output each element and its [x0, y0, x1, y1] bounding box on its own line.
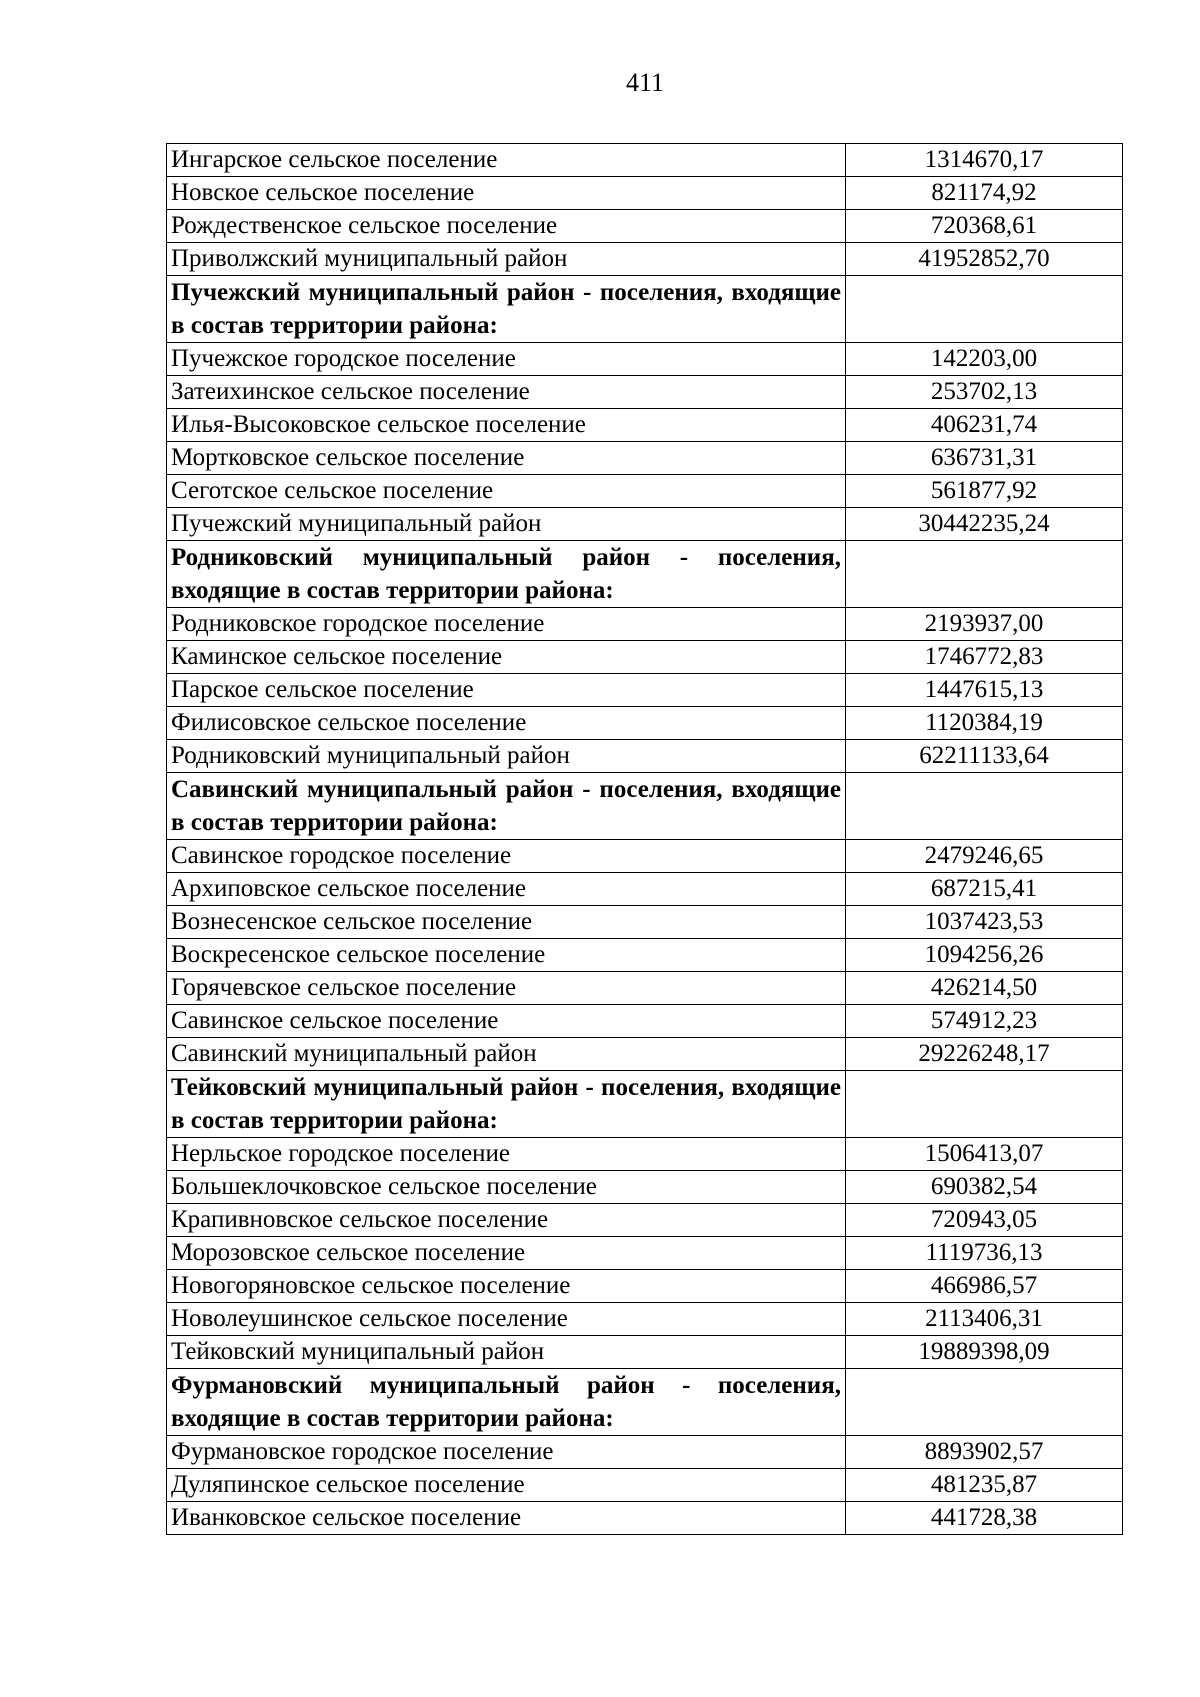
table-row: [167, 343, 1123, 376]
amount-cell: 1447615,13: [846, 674, 1123, 707]
settlement-name-cell: Фурмановское городское поселение: [167, 1436, 846, 1469]
settlement-name-cell: Сеготское сельское поселение: [167, 475, 846, 508]
table-row: [167, 740, 1123, 773]
table-row: [167, 1303, 1123, 1336]
amount-cell: 1506413,07: [846, 1138, 1123, 1171]
settlement-name-cell: Рождественское сельское поселение: [167, 210, 846, 243]
settlement-name-cell: Ингарское сельское поселение: [167, 144, 846, 177]
amount-cell: 406231,74: [846, 409, 1123, 442]
settlement-name-cell: Нерльское городское поселение: [167, 1138, 846, 1171]
amount-cell: 62211133,64: [846, 740, 1123, 773]
settlement-name-cell: Морозовское сельское поселение: [167, 1237, 846, 1270]
table-row: [167, 641, 1123, 674]
settlement-name-cell: Родниковское городское поселение: [167, 608, 846, 641]
amount-cell: 1746772,83: [846, 641, 1123, 674]
district-header-cell: Родниковский муниципальный район - поселения, входящие в состав территории района:: [167, 541, 846, 608]
settlement-name-cell: Савинское городское поселение: [167, 840, 846, 873]
amount-cell: 561877,92: [846, 475, 1123, 508]
amount-cell: 19889398,09: [846, 1336, 1123, 1369]
settlement-name-cell: Иванковское сельское поселение: [167, 1502, 846, 1535]
settlement-name-cell: Каминское сельское поселение: [167, 641, 846, 674]
amount-cell: 2193937,00: [846, 608, 1123, 641]
amount-cell: 481235,87: [846, 1469, 1123, 1502]
table-row: [167, 1336, 1123, 1369]
district-header-row: [167, 773, 1123, 840]
table-row: [167, 177, 1123, 210]
settlement-name-cell: Затеихинское сельское поселение: [167, 376, 846, 409]
settlement-name-cell: Родниковский муниципальный район: [167, 740, 846, 773]
district-header-row: [167, 541, 1123, 608]
settlement-name-cell: Тейковский муниципальный район: [167, 1336, 846, 1369]
table-row: [167, 144, 1123, 177]
table-row: [167, 873, 1123, 906]
amount-cell: 466986,57: [846, 1270, 1123, 1303]
amount-cell: 2479246,65: [846, 840, 1123, 873]
amount-cell: 253702,13: [846, 376, 1123, 409]
district-header-cell: Пучежский муниципальный район - поселения, входящие в состав территории района:: [167, 276, 846, 343]
settlement-name-cell: Дуляпинское сельское поселение: [167, 1469, 846, 1502]
table-row: [167, 1138, 1123, 1171]
table-row: [167, 674, 1123, 707]
district-header-row: [167, 1071, 1123, 1138]
table-row: [167, 442, 1123, 475]
amount-cell: 636731,31: [846, 442, 1123, 475]
district-header-cell: Тейковский муниципальный район - поселения, входящие в состав территории района:: [167, 1071, 846, 1138]
amount-cell: 1037423,53: [846, 906, 1123, 939]
settlement-name-cell: Вознесенское сельское поселение: [167, 906, 846, 939]
settlement-name-cell: Парское сельское поселение: [167, 674, 846, 707]
amount-cell: [846, 1369, 1123, 1436]
amount-cell: 1094256,26: [846, 939, 1123, 972]
settlement-name-cell: Приволжский муниципальный район: [167, 243, 846, 276]
table-row: [167, 1005, 1123, 1038]
table-row: [167, 475, 1123, 508]
settlement-name-cell: Новогоряновское сельское поселение: [167, 1270, 846, 1303]
table-row: [167, 1270, 1123, 1303]
amount-cell: 441728,38: [846, 1502, 1123, 1535]
settlement-name-cell: Пучежский муниципальный район: [167, 508, 846, 541]
amount-cell: 1314670,17: [846, 144, 1123, 177]
amount-cell: 426214,50: [846, 972, 1123, 1005]
table-row: [167, 1237, 1123, 1270]
amount-cell: [846, 276, 1123, 343]
district-header-cell: Савинский муниципальный район - поселения, входящие в состав территории района:: [167, 773, 846, 840]
settlement-name-cell: Большеклочковское сельское поселение: [167, 1171, 846, 1204]
table-row: [167, 1502, 1123, 1535]
settlement-name-cell: Крапивновское сельское поселение: [167, 1204, 846, 1237]
amount-cell: 720943,05: [846, 1204, 1123, 1237]
table-row: [167, 409, 1123, 442]
settlement-name-cell: Горячевское сельское поселение: [167, 972, 846, 1005]
table-row: [167, 1469, 1123, 1502]
settlement-name-cell: Филисовское сельское поселение: [167, 707, 846, 740]
settlement-name-cell: Новское сельское поселение: [167, 177, 846, 210]
amount-cell: 142203,00: [846, 343, 1123, 376]
table-row: [167, 1038, 1123, 1071]
amount-cell: 29226248,17: [846, 1038, 1123, 1071]
settlement-name-cell: Пучежское городское поселение: [167, 343, 846, 376]
table-row: [167, 939, 1123, 972]
district-header-cell: Фурмановский муниципальный район - поселения, входящие в состав территории района:: [167, 1369, 846, 1436]
amount-cell: 41952852,70: [846, 243, 1123, 276]
settlement-name-cell: Илья-Высоковское сельское поселение: [167, 409, 846, 442]
table-row: [167, 906, 1123, 939]
table-row: [167, 508, 1123, 541]
table-row: [167, 210, 1123, 243]
district-header-row: [167, 276, 1123, 343]
table-row: [167, 1436, 1123, 1469]
amount-cell: 720368,61: [846, 210, 1123, 243]
settlements-table: [166, 143, 1123, 1535]
settlement-name-cell: Архиповское сельское поселение: [167, 873, 846, 906]
settlement-name-cell: Новолеушинское сельское поселение: [167, 1303, 846, 1336]
settlement-name-cell: Воскресенское сельское поселение: [167, 939, 846, 972]
amount-cell: 2113406,31: [846, 1303, 1123, 1336]
amount-cell: 687215,41: [846, 873, 1123, 906]
amount-cell: [846, 1071, 1123, 1138]
amount-cell: 690382,54: [846, 1171, 1123, 1204]
settlement-name-cell: Мортковское сельское поселение: [167, 442, 846, 475]
settlement-name-cell: Савинское сельское поселение: [167, 1005, 846, 1038]
amount-cell: [846, 541, 1123, 608]
table-row: [167, 707, 1123, 740]
table-row: [167, 243, 1123, 276]
amount-cell: 1120384,19: [846, 707, 1123, 740]
table-row: [167, 376, 1123, 409]
settlement-name-cell: Савинский муниципальный район: [167, 1038, 846, 1071]
table-row: [167, 840, 1123, 873]
amount-cell: 821174,92: [846, 177, 1123, 210]
page-number: 411: [625, 68, 665, 97]
table-row: [167, 1204, 1123, 1237]
amount-cell: 574912,23: [846, 1005, 1123, 1038]
amount-cell: 30442235,24: [846, 508, 1123, 541]
table-row: [167, 1171, 1123, 1204]
district-header-row: [167, 1369, 1123, 1436]
amount-cell: [846, 773, 1123, 840]
amount-cell: 1119736,13: [846, 1237, 1123, 1270]
table-row: [167, 972, 1123, 1005]
table-body: [167, 144, 1123, 1535]
table-row: [167, 608, 1123, 641]
amount-cell: 8893902,57: [846, 1436, 1123, 1469]
